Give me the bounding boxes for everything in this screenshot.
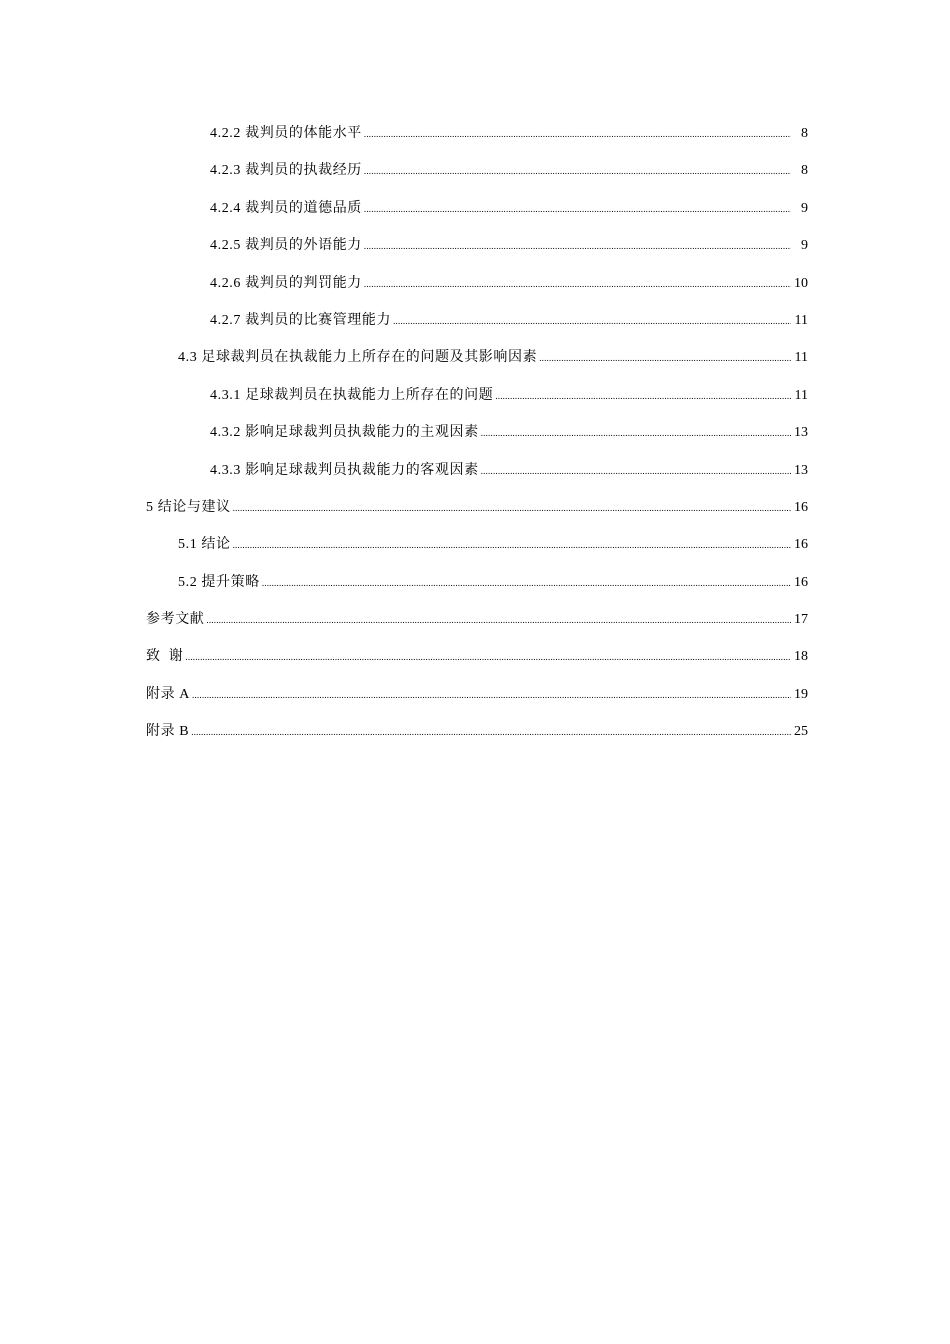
dot-leader — [364, 159, 791, 183]
table-of-contents — [146, 122, 808, 758]
toc-entry[interactable] — [146, 496, 808, 533]
dot-leader — [185, 645, 791, 669]
toc-entry-title: 5.1 结论 — [178, 537, 231, 553]
dot-leader — [191, 720, 791, 744]
toc-entry-title: 5.2 提升策略 — [178, 574, 260, 590]
toc-entry-title: 附录 A — [146, 686, 191, 702]
dot-leader — [206, 608, 791, 632]
toc-page-number: 16 — [794, 537, 808, 553]
toc-entry-title: 4.2.7 裁判员的比赛管理能力 — [210, 312, 392, 328]
dot-leader — [262, 571, 791, 595]
toc-page-number: 9 — [801, 200, 808, 216]
toc-entry[interactable] — [146, 346, 808, 383]
dot-leader — [364, 122, 791, 146]
toc-page-number: 25 — [794, 724, 808, 740]
toc-page-number: 10 — [794, 275, 808, 291]
dot-leader — [495, 384, 791, 408]
toc-entry[interactable] — [146, 608, 808, 645]
toc-entry[interactable] — [146, 533, 808, 570]
toc-entry-title: 4.2.3 裁判员的执裁经历 — [210, 163, 362, 179]
toc-entry[interactable] — [146, 309, 808, 346]
toc-page-number: 13 — [794, 425, 808, 441]
toc-entry[interactable] — [146, 683, 808, 720]
toc-entry-title: 5 结论与建议 — [146, 499, 231, 515]
toc-entry[interactable] — [146, 159, 808, 196]
dot-leader — [192, 683, 791, 707]
toc-entry[interactable] — [146, 234, 808, 271]
dot-leader — [233, 496, 791, 520]
dot-leader — [364, 197, 791, 221]
toc-entry-title: 4.2.2 裁判员的体能水平 — [210, 126, 362, 141]
toc-entry-title: 4.3.3 影响足球裁判员执裁能力的客观因素 — [210, 462, 479, 478]
toc-entry-title: 4.2.5 裁判员的外语能力 — [210, 238, 362, 254]
toc-page-number: 18 — [794, 649, 808, 665]
toc-page-number: 8 — [801, 163, 808, 179]
dot-leader — [539, 346, 791, 370]
toc-entry[interactable] — [146, 272, 808, 309]
toc-page-number: 8 — [801, 126, 808, 141]
toc-entry-title: 参考文献 — [146, 612, 205, 628]
toc-entry[interactable] — [146, 384, 808, 421]
dot-leader — [481, 421, 791, 445]
toc-page-number: 11 — [794, 312, 808, 328]
toc-page-number: 13 — [794, 462, 808, 478]
toc-entry-title: 4.3.1 足球裁判员在执裁能力上所存在的问题 — [210, 387, 494, 403]
toc-entry[interactable] — [146, 571, 808, 608]
dot-leader — [364, 272, 791, 296]
toc-entry-title: 4.3 足球裁判员在执裁能力上所存在的问题及其影响因素 — [178, 350, 538, 366]
toc-page-number: 11 — [794, 350, 808, 366]
dot-leader — [364, 234, 791, 258]
toc-entry[interactable] — [146, 122, 808, 159]
toc-page-number: 9 — [801, 238, 808, 254]
toc-entry[interactable] — [146, 459, 808, 496]
toc-entry-title: 4.2.6 裁判员的判罚能力 — [210, 275, 362, 291]
toc-entry-title: 附录 B — [146, 724, 190, 740]
toc-page-number: 16 — [794, 499, 808, 515]
toc-page-number: 11 — [794, 387, 808, 403]
toc-page-number: 16 — [794, 574, 808, 590]
dot-leader — [393, 309, 791, 333]
toc-entry[interactable] — [146, 421, 808, 458]
toc-entry-title: 4.3.2 影响足球裁判员执裁能力的主观因素 — [210, 425, 479, 441]
dot-leader — [481, 459, 791, 483]
toc-entry-title: 4.2.4 裁判员的道德品质 — [210, 200, 362, 216]
toc-page-number: 17 — [794, 612, 808, 628]
toc-entry-title: 致 谢 — [146, 649, 184, 665]
toc-entry[interactable] — [146, 720, 808, 757]
toc-page-number: 19 — [794, 686, 808, 702]
dot-leader — [233, 533, 791, 557]
toc-entry[interactable] — [146, 645, 808, 682]
toc-entry[interactable] — [146, 197, 808, 234]
